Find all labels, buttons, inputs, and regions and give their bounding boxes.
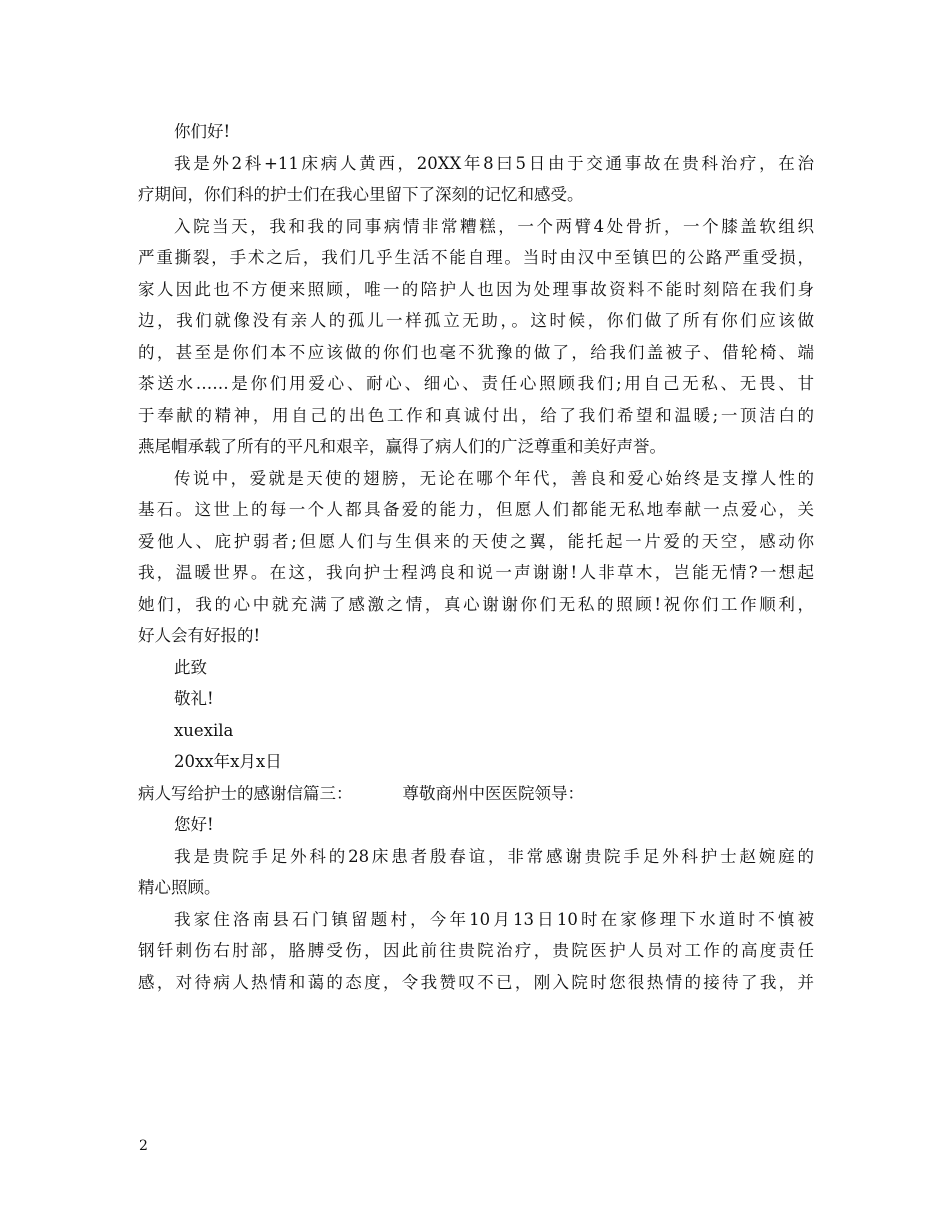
salute-line: 敬礼! — [174, 689, 214, 708]
paragraph-line: 传说中，爱就是天使的翅膀，无论在哪个年代，善良和爱心始终是支撑人性的 — [174, 468, 814, 488]
paragraph-line: 我是贵院手足外科的28床患者殷春谊，非常感谢贵院手足外科护士赵婉庭的 — [174, 846, 814, 866]
paragraph-line: 茶送水……是你们用爱心、耐心、细心、责任心照顾我们;用自己无私、无畏、甘 — [138, 374, 814, 393]
date-line: 20xx年x月x日 — [174, 752, 282, 771]
paragraph-line: 边，我们就像没有亲人的孤儿一样孤立无助，。这时候，你们做了所有你们应该做 — [138, 311, 814, 330]
paragraph-line: 家人因此也不方便来照顾，唯一的陪护人也因为处理事故资料不能时刻陪在我们身 — [138, 279, 814, 299]
paragraph-line: 我是外2科+11床病人黄西，20XX年8曰5日由于交通事故在贵科治疗，在治 — [174, 153, 814, 173]
paragraph-line: 疗期间，你们科的护士们在我心里留下了深刻的记忆和感受。 — [138, 185, 584, 204]
signature-line: xuexila — [174, 720, 234, 740]
paragraph-line: 我，温暖世界。在这，我向护士程鸿良和说一声谢谢!人非草木，岂能无情?一想起 — [138, 563, 814, 582]
section-heading-row — [138, 778, 814, 810]
paragraph-line: 的，甚至是你们本不应该做的你们也毫不犹豫的做了，给我们盖被子、借轮椅、端 — [138, 342, 814, 362]
paragraph-line: 于奉献的精神，用自己的出色工作和真诚付出，给了我们希望和温暖;一顶洁白的 — [138, 405, 814, 425]
greeting-line: 你们好! — [174, 122, 231, 141]
recipient-line: 尊敬商州中医医院领导： — [402, 783, 584, 803]
paragraph-line: 精心照顾。 — [138, 878, 221, 897]
greeting-line: 您好! — [174, 815, 214, 834]
paragraph-line: 她们，我的心中就充满了感激之情，真心谢谢你们无私的照顾!祝你们工作顺利， — [138, 594, 814, 614]
paragraph-line: 我家住洛南县石门镇留题村，今年10月13日10时在家修理下水道时不慎被 — [174, 909, 814, 929]
paragraph-line: 严重撕裂，手术之后，我们几乎生活不能自理。当时由汉中至镇巴的公路严重受损， — [138, 248, 814, 267]
letter-body — [138, 116, 814, 998]
section-title: 病人写给护士的感谢信篇三： — [138, 783, 353, 803]
paragraph-line: 好人会有好报的! — [138, 626, 261, 645]
paragraph-line: 基石。这世上的每一个人都具备爱的能力，但愿人们都能无私地奉献一点爱心，关 — [138, 500, 814, 519]
closing-line: 此致 — [174, 657, 207, 677]
page-number: 2 — [139, 1138, 148, 1154]
paragraph-line: 感，对待病人热情和蔼的态度，令我赞叹不已，刚入院时您很热情的接待了我，并 — [138, 972, 814, 992]
paragraph-line: 燕尾帽承载了所有的平凡和艰辛，赢得了病人们的广泛尊重和美好声誉。 — [138, 437, 666, 456]
paragraph-line: 爱他人、庇护弱者;但愿人们与生俱来的天使之翼，能托起一片爱的天空，感动你 — [138, 531, 814, 551]
paragraph-line: 入院当天，我和我的同事病情非常糟糕，一个两臂4处骨折，一个膝盖软组织 — [174, 216, 814, 236]
paragraph-line: 钢钎刺伤右肘部，胳膊受伤，因此前往贵院治疗，贵院医护人员对工作的高度责任 — [138, 941, 814, 960]
